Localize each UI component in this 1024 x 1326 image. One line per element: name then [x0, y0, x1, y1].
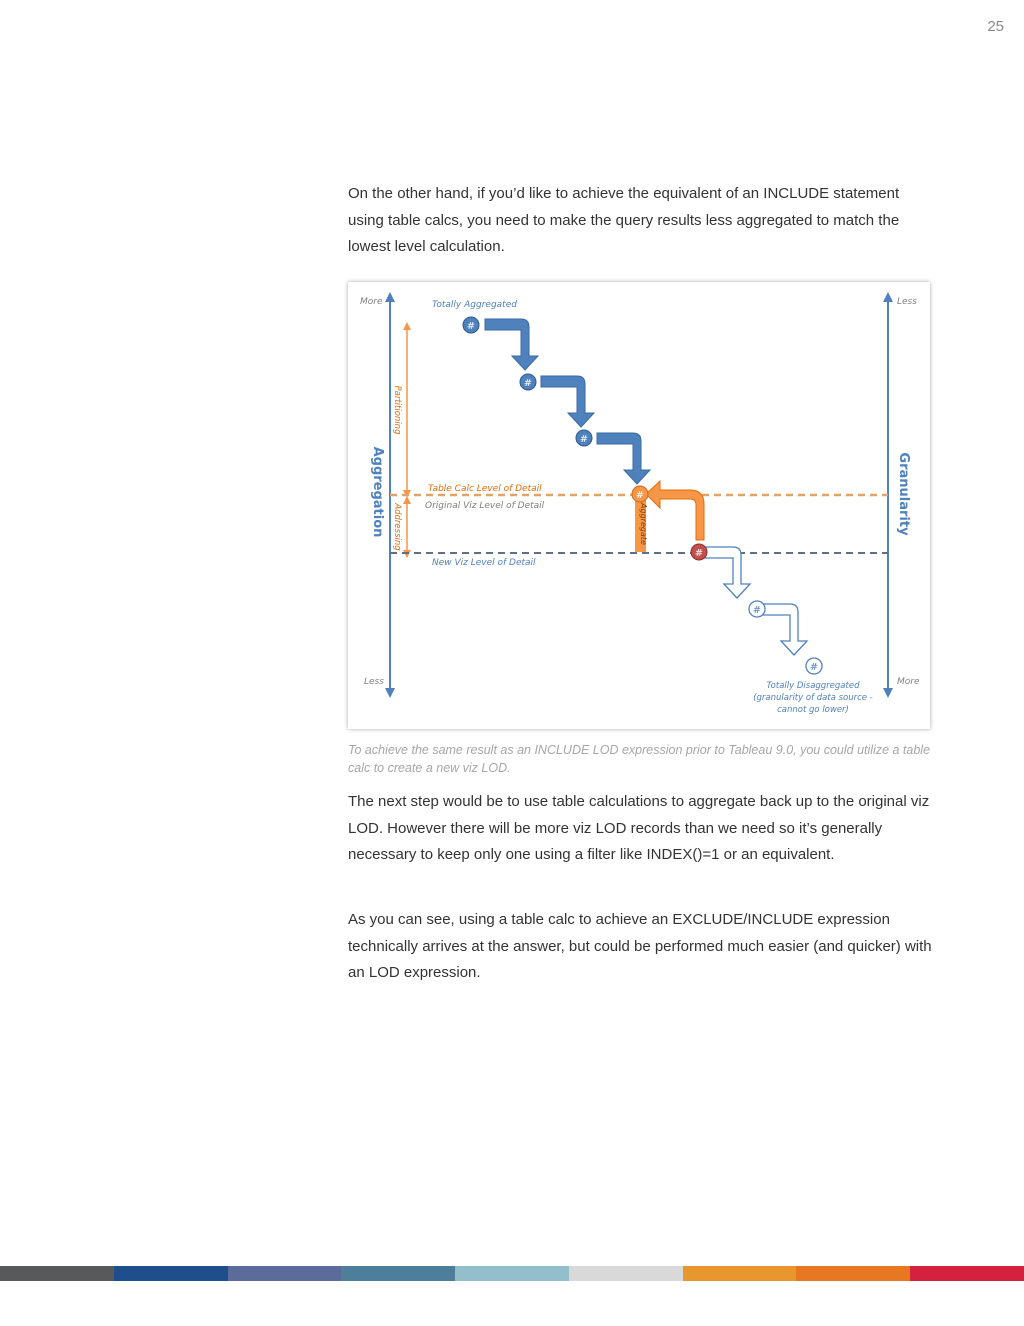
svg-text:#: #	[466, 321, 476, 332]
totally-aggregated-label: Totally Aggregated	[432, 300, 517, 310]
paragraph-conclusion: As you can see, using a table calc to achieve an EXCLUDE/INCLUDE expression technically arrives at the answer, but could be performed much easier (and quicker) with an LOD expression.	[348, 911, 932, 982]
footer-color-segment	[455, 1266, 569, 1281]
lod-diagram	[348, 282, 930, 729]
addressing-bracket	[403, 496, 411, 558]
svg-text:#: #	[579, 434, 589, 445]
node-blue-1	[463, 317, 479, 333]
partitioning-bracket	[403, 322, 411, 498]
paragraph-intro: On the other hand, if you’d like to achieve the equivalent of an INCLUDE statement using table calcs, you need to make the query results less aggregated to match the lowest level calculation.	[348, 185, 900, 256]
svg-text:#: #	[694, 548, 704, 559]
original-viz-lod-label: Original Viz Level of Detail	[425, 501, 545, 511]
footer-color-segment	[569, 1266, 683, 1281]
left-axis-bottom-label: Less	[364, 677, 384, 687]
new-viz-lod-label: New Viz Level of Detail	[432, 558, 536, 568]
page-number: 25	[987, 18, 1004, 35]
footer-color-segment	[0, 1266, 114, 1281]
svg-text:#: #	[752, 605, 762, 616]
footer-color-segment	[114, 1266, 228, 1281]
node-blue-3	[576, 430, 592, 446]
footer-color-segment	[228, 1266, 342, 1281]
footer-color-segment	[341, 1266, 455, 1281]
footer-color-segment	[683, 1266, 797, 1281]
footer-color-segment	[796, 1266, 910, 1281]
node-outline-1	[749, 601, 765, 617]
node-red	[691, 544, 707, 560]
paragraph-next-step: The next step would be to use table calculations to aggregate back up to the original viz LOD. However there will be more viz LOD records than we need so it’s generally necessary to keep only one using a filter like INDEX()=1 or an equivalent.	[348, 793, 930, 864]
totally-disaggregated-line2: (granularity of data source -	[753, 693, 873, 703]
figure-caption: To achieve the same result as an INCLUDE LOD expression prior to Tableau 9.0, you could utilize a table calc to create a new viz LOD.	[348, 743, 931, 775]
aggregate-label: Aggregate	[639, 503, 648, 545]
addressing-label: Addressing	[392, 503, 402, 551]
granularity-title: Granularity	[896, 452, 911, 536]
blue-step-arrows	[485, 319, 650, 484]
totally-disaggregated-line3: cannot go lower)	[777, 705, 849, 715]
left-axis-top-label: More	[360, 297, 383, 307]
svg-text:#: #	[809, 662, 819, 673]
node-orange	[632, 486, 648, 502]
node-outline-2	[806, 658, 822, 674]
footer-color-bar	[0, 1266, 1024, 1281]
right-axis-top-label: Less	[897, 297, 917, 307]
svg-text:#: #	[523, 378, 533, 389]
svg-text:#: #	[635, 490, 645, 501]
footer-color-segment	[910, 1266, 1024, 1281]
right-axis-bottom-label: More	[897, 677, 920, 687]
partitioning-label: Partitioning	[392, 385, 402, 435]
totally-disaggregated-line1: Totally Disaggregated	[766, 681, 860, 691]
aggregation-title: Aggregation	[370, 446, 385, 538]
table-calc-lod-label: Table Calc Level of Detail	[428, 484, 542, 494]
node-blue-2	[520, 374, 536, 390]
